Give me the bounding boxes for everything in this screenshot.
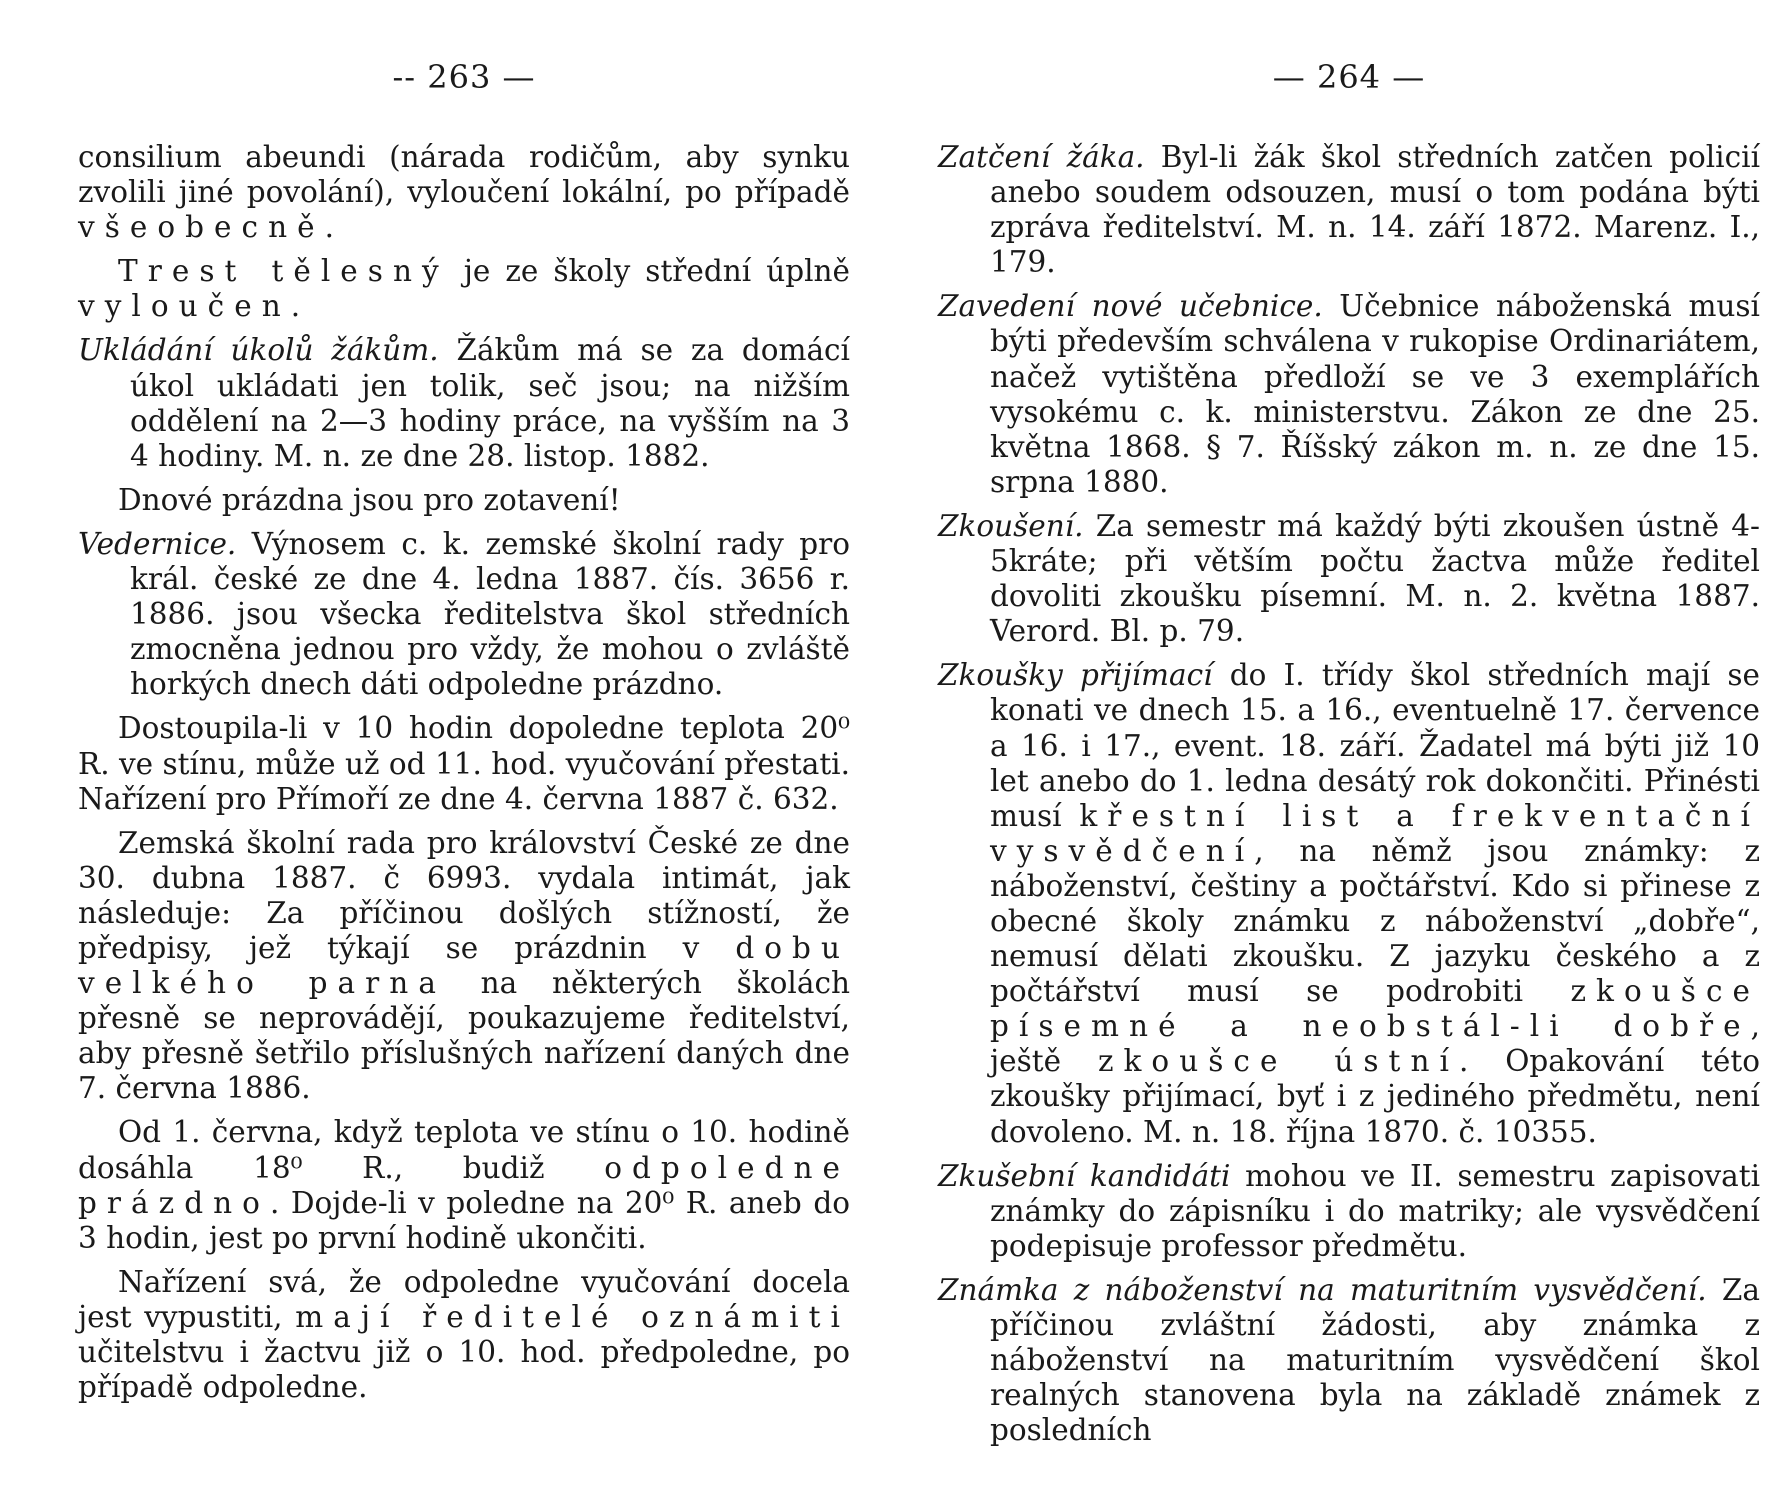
page-body — [78, 140, 850, 1414]
paragraph — [78, 483, 850, 518]
paragraph — [78, 140, 850, 245]
page-number: — 264 — — [1272, 58, 1426, 96]
entry-term: Zavedení nové učebnice. — [938, 289, 1323, 324]
text-run: je ze školy střední úplně — [448, 254, 850, 289]
paragraph — [78, 527, 850, 702]
entry-term: Ukládání úkolů žákům. — [78, 333, 439, 368]
text-run: consilium abeundi (nárada rodičům, aby synku zvolili jiné povolání), vyloučení lokální, po případě — [78, 140, 850, 210]
text-run: . — [324, 210, 335, 245]
text-run: učitelstvu i žactvu již o 10. hod. předpoledne, po případě odpoledne. — [78, 1335, 850, 1405]
entry-term: Zkoušení. — [938, 508, 1084, 543]
text-run: Dnové prázdna jsou pro zotavení! — [118, 482, 621, 517]
text-run: Za příčinou zvláštní žádosti, aby známka z náboženství na maturitním vysvědčení škol realných stanovena byla na základě známek z posledních — [990, 1272, 1760, 1448]
text-run: Výnosem c. k. zemské školní rady pro král. české ze dne 4. ledna 1887. čís. 3656 r. 1886. jsou všecka ředitelstva škol středních zmocněna jednou pro vždy, že mohou o zvláště horkých dnech dáti odpoledne prázdno. — [130, 526, 850, 702]
entry-term: Vedernice. — [78, 526, 237, 561]
text-run: Za semestr má každý býti zkoušen ústně 4-5kráte; při větším počtu žactva může ředitel dovoliti zkoušku písemní. M. n. 2. května 1887. Verord. Bl. p. 79. — [990, 508, 1760, 649]
text-run: na některých školách přesně se neprovádějí, poukazujeme ředitelství, aby přesně šetřilo příslušných nařízení daných dne 7. června 1886. — [78, 966, 850, 1106]
spaced-emphasis: dobu velkého parna — [78, 930, 850, 1001]
entry-term: Zkoušky přijímací — [938, 658, 1213, 693]
paragraph — [78, 254, 850, 324]
text-run: , na němž jsou známky: z náboženství, češtiny a počtářství. Kdo si přinese z obecné školy známku z náboženství „dobře“, nemusí dělati zkoušku. Z jazyku českého a z počtářství musí se podrobiti — [990, 833, 1760, 1009]
paragraph — [78, 826, 850, 1107]
text-run: Nařízení svá, že odpoledne vyučování docela jest vypustiti, — [78, 1264, 850, 1334]
paragraph — [938, 289, 1760, 500]
spaced-emphasis: zkoušce písemné a neobstál-li dobře — [990, 974, 1760, 1044]
paragraph — [78, 711, 850, 816]
spaced-emphasis: zkoušce ústní — [1097, 1044, 1459, 1079]
text-run: Učebnice náboženská musí býti především schválena v rukopise Ordinariátem, načež vytištěna předloží se ve 3 exemplářích vysokému c. k. ministerstvu. Zákon ze dne 25. května 1868. § 7. Říšský zákon m. n. ze dne 15. srpna 1880. — [990, 289, 1760, 499]
text-run: . — [290, 289, 301, 324]
text-run: , ještě — [990, 1009, 1760, 1079]
paragraph — [938, 140, 1760, 280]
entry-term: Zkušební kandidáti — [938, 1158, 1231, 1193]
paragraph — [938, 658, 1760, 1149]
spaced-emphasis: všeobecně — [78, 210, 325, 245]
paragraph — [938, 509, 1760, 649]
spaced-emphasis: křestní list a frekventační vysvědčení — [990, 798, 1760, 868]
paragraph — [78, 333, 850, 473]
text-run: Od 1. června, když teplota ve stínu o 10. hodině dosáhla 18⁰ R., budiž — [78, 1115, 850, 1185]
paragraph — [938, 1159, 1760, 1264]
paragraph — [78, 1115, 850, 1255]
text-run: do I. třídy škol středních mají se konati ve dnech 15. a 16., eventuelně 17. července a 16. i 17., event. 18. září. Žadatel má býti již 10 let anebo do 1. ledna desátý rok dokončiti. Přinésti musí — [990, 658, 1760, 833]
page-body — [938, 140, 1760, 1457]
paragraph — [78, 1265, 850, 1405]
text-run: Zemská školní rada pro království České ze dne 30. dubna 1887. č 6993. vydala intimát, jak následuje: Za příčinou došlých stížností, že předpisy, jež týkají se prázdnin v — [78, 825, 850, 965]
text-run: . Dojde-li v poledne na 20⁰ R. aneb do 3 hodin, jest po první hodině ukončiti. — [78, 1185, 850, 1255]
entry-term: Známka z náboženství na maturitním vysvědčení. — [938, 1272, 1707, 1307]
page-number: -- 263 — — [392, 58, 536, 96]
spaced-emphasis: odpoledne prázdno — [78, 1150, 850, 1220]
entry-term: Zatčení žáka. — [938, 140, 1145, 174]
text-run: Dostoupila-li v 10 hodin dopoledne teplota 20⁰ R. ve stínu, může už od 11. hod. vyučování přestati. Nařízení pro Přímoří ze dne 4. června 1887 č. 632. — [78, 711, 850, 816]
text-run: . Opakování této zkoušky přijímací, byť i z jediného předmětu, není dovoleno. M. n. 18. října 1870. č. 10355. — [990, 1044, 1760, 1149]
paragraph — [938, 1273, 1760, 1448]
text-run: Žákům má se za domácí úkol ukládati jen tolik, seč jsou; na nižším oddělení na 2—3 hodiny práce, na vyšším na 3 4 hodiny. M. n. ze dne 28. listop. 1882. — [130, 333, 850, 473]
spaced-emphasis: mají ředitelé oznámiti — [295, 1299, 850, 1334]
spaced-emphasis: vyloučen — [78, 289, 291, 324]
text-run: Byl-li žák škol středních zatčen policií anebo soudem odsouzen, musí o tom podána býti zpráva ředitelství. M. n. 14. září 1872. Marenz. I., 179. — [990, 140, 1761, 280]
text-run: mohou ve II. semestru zapisovati známky do zápisníku i do matriky; ale vysvědčení podepisuje professor předmětu. — [990, 1158, 1760, 1263]
spaced-emphasis: Trest tělesný — [118, 254, 449, 289]
